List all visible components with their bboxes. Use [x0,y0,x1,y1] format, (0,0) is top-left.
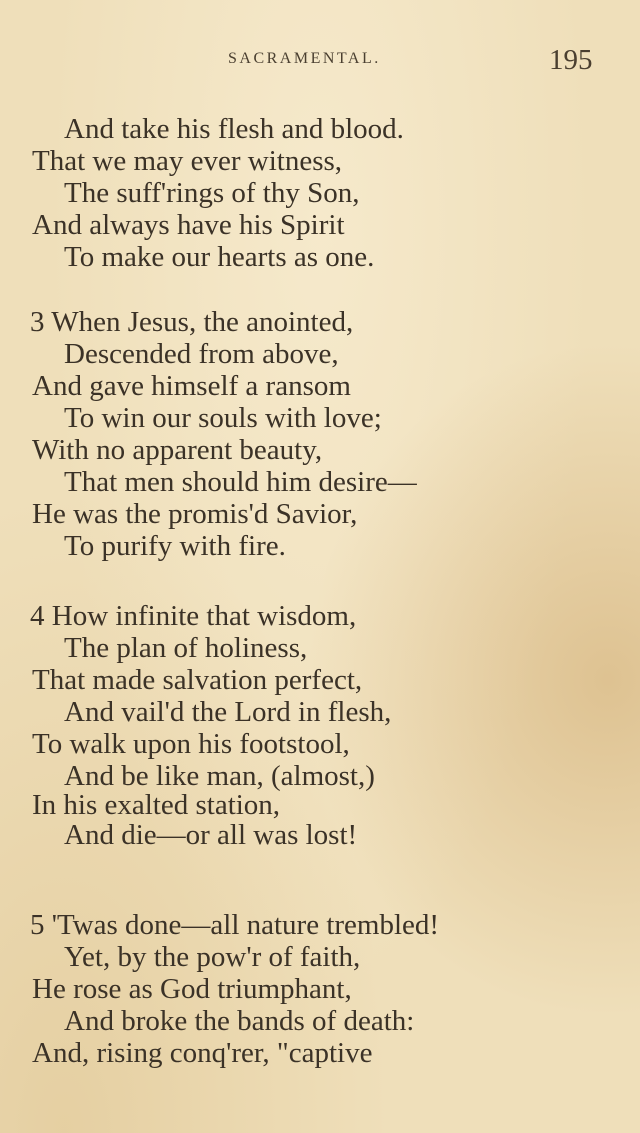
running-head: SACRAMENTAL. [228,50,381,67]
verse-line: Yet, by the pow'r of faith, [64,941,361,973]
verse-line: 3 When Jesus, the anointed, [30,306,354,338]
verse-line: And take his flesh and blood. [64,113,404,145]
verse-line: That made salvation perfect, [32,664,363,696]
verse-line: 5 'Twas done—all nature trembled! [30,909,440,941]
verse-line: The plan of holiness, [64,632,308,664]
verse-line: And broke the bands of death: [64,1005,415,1037]
verse-line: And vail'd the Lord in flesh, [64,696,392,728]
page-number: 195 [549,44,593,76]
verse-line: The suff'rings of thy Son, [64,177,360,209]
verse-line: To make our hearts as one. [64,241,375,273]
verse-line: To win our souls with love; [64,402,382,434]
verse-line: To purify with fire. [64,530,286,562]
verse-line: That men should him desire— [64,466,417,498]
verse-line: Descended from above, [64,338,339,370]
verse-line: He was the promis'd Savior, [32,498,358,530]
verse-line: And always have his Spirit [32,209,345,241]
verse-line: 4 How infinite that wisdom, [30,600,357,632]
verse-line: To walk upon his footstool, [32,728,350,760]
verse-line: And gave himself a ransom [32,370,351,402]
verse-line: In his exalted station, [32,789,281,821]
page-header [0,44,640,80]
verse-line: He rose as God triumphant, [32,973,352,1005]
verse-line: With no apparent beauty, [32,434,323,466]
verse-line: And be like man, (almost,) [64,760,375,792]
verse-line: And, rising conq'rer, "captive [32,1037,373,1069]
verse-line: That we may ever witness, [32,145,343,177]
verse-line: And die—or all was lost! [64,819,358,851]
